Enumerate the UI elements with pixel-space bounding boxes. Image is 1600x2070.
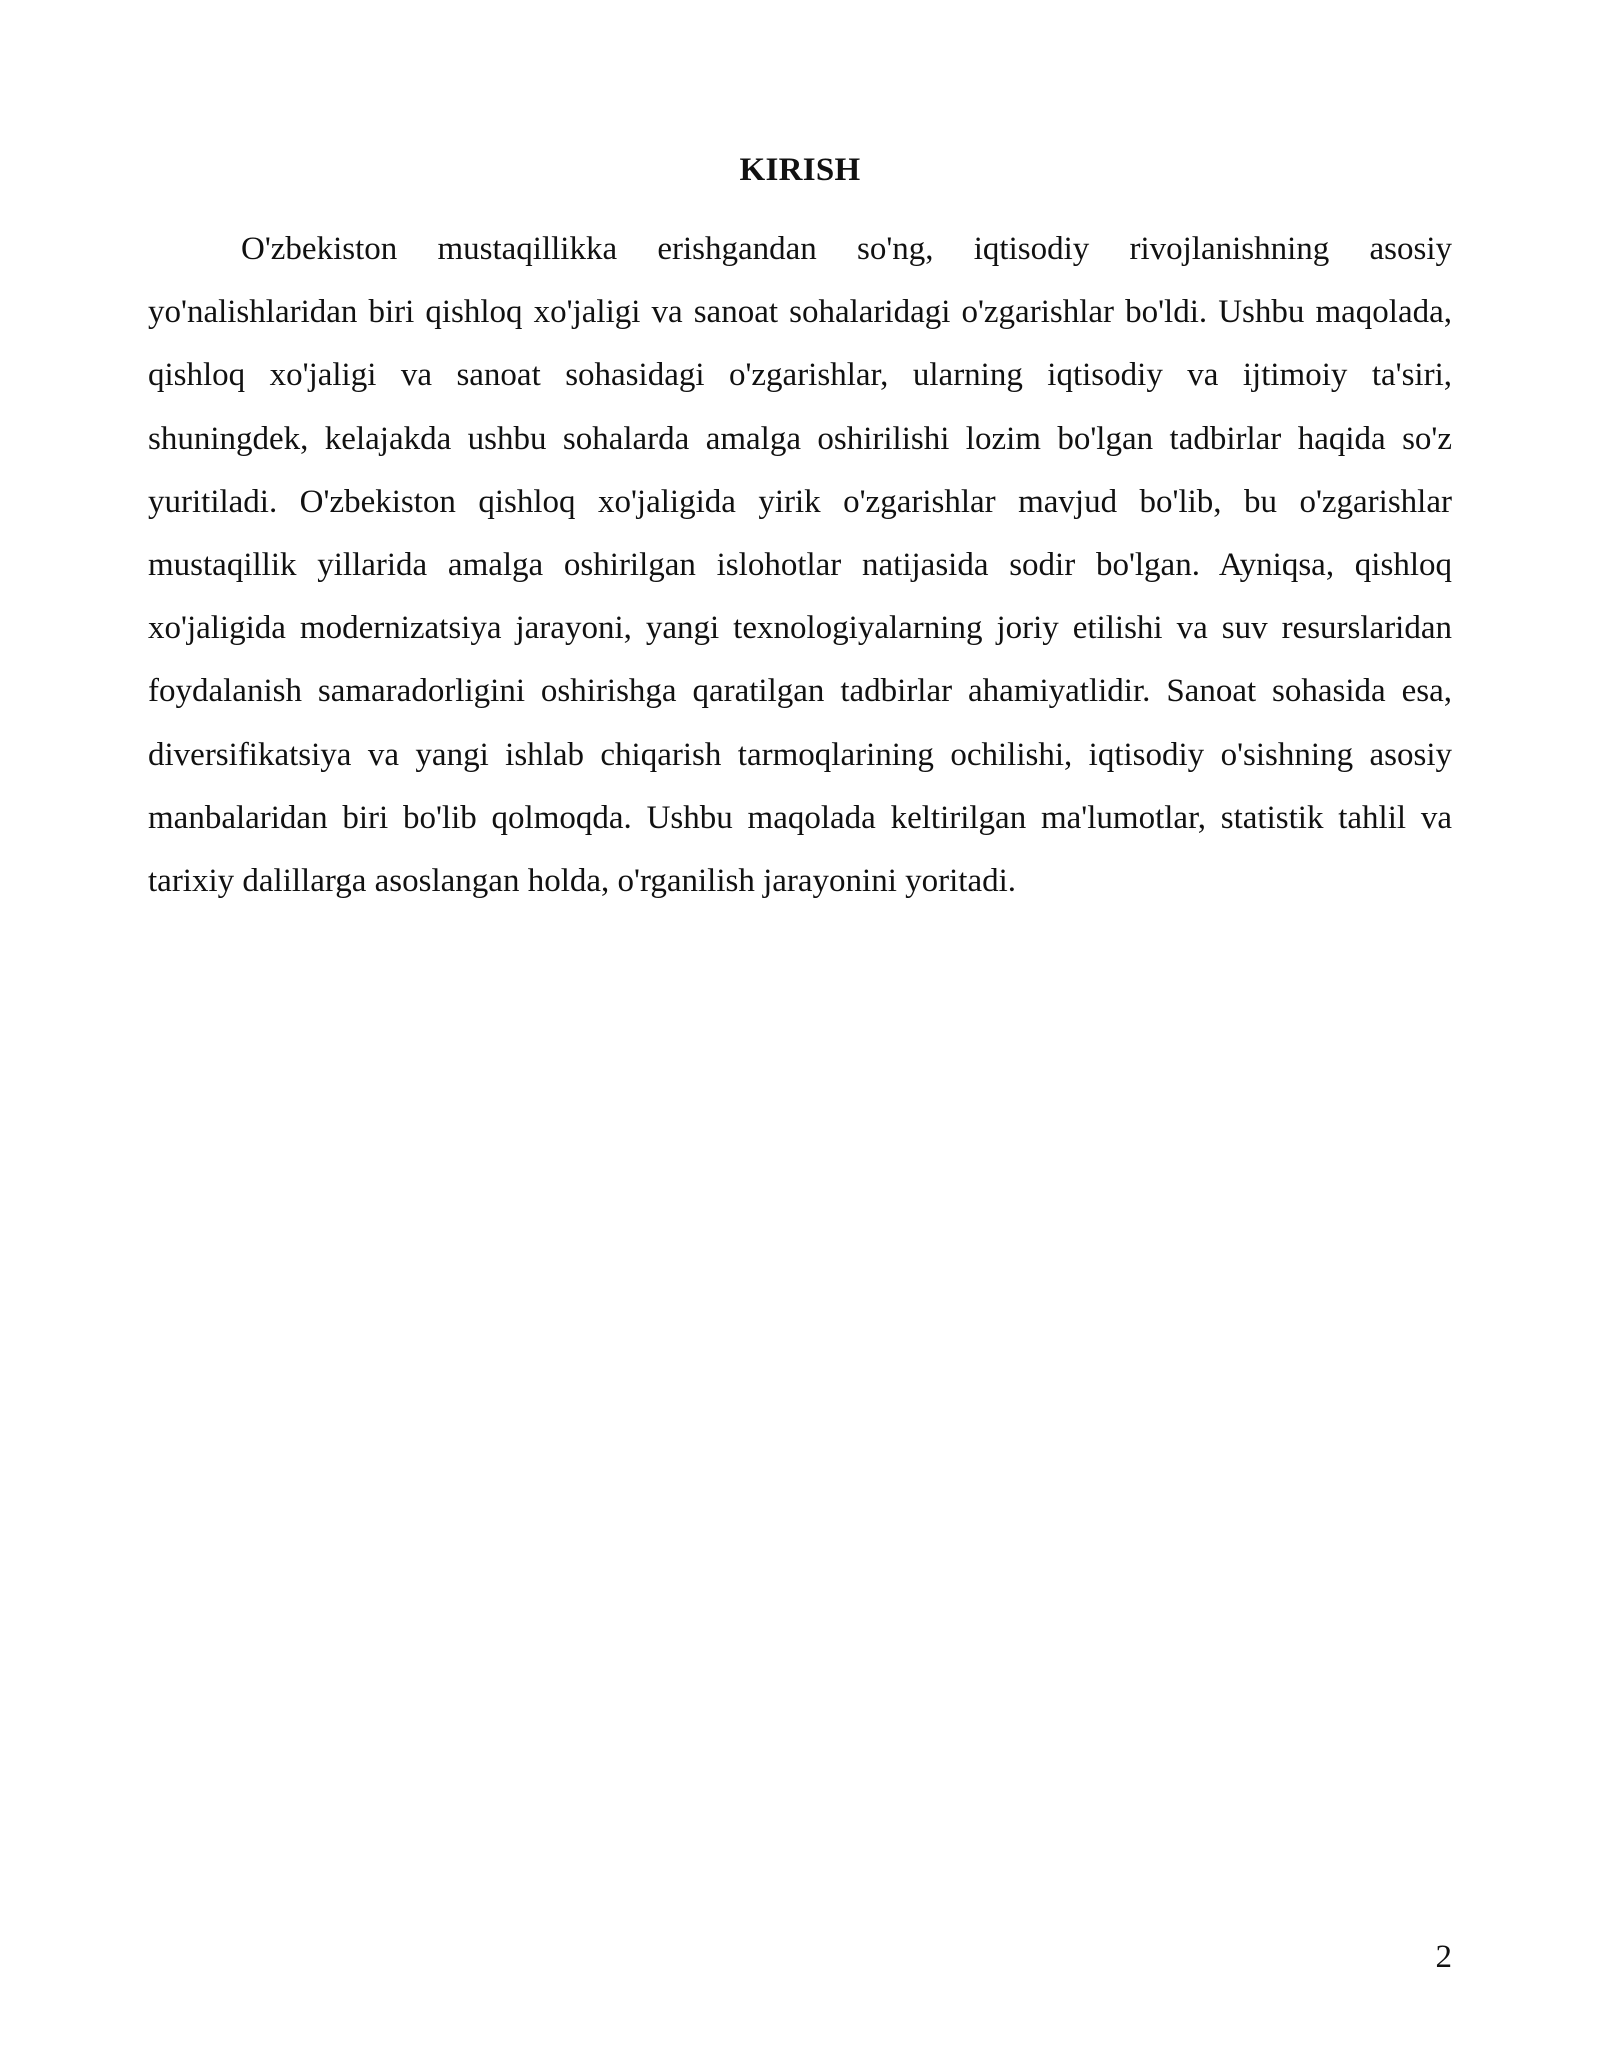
- section-heading: KIRISH: [739, 152, 861, 188]
- body-paragraph: O'zbekiston mustaqillikka erishgandan so'ng, iqtisodiy rivojlanishning asosiy yo'nalishlaridan biri qishloq xo'jaligi va sanoat sohalaridagi o'zgarishlar bo'ldi. Ushbu maqolada, qishloq xo'jaligi va sanoat sohasidagi o'zgarishlar, ularning iqtisodiy va ijtimoiy ta'siri, shuningdek, kelajakda ushbu sohalarda amalga oshirilishi lozim bo'lgan tadbirlar haqida so'z yuritiladi. O'zbekiston qishloq xo'jaligida yirik o'zgarishlar mavjud bo'lib, bu o'zgarishlar mustaqillik yillarida amalga oshirilgan islohotlar natijasida sodir bo'lgan. Ayniqsa, qishloq xo'jaligida modernizatsiya jarayoni, yangi texnologiyalarning joriy etilishi va suv resurslaridan foydalanish samaradorligini oshirishga qaratilgan tadbirlar ahamiyatlidir. Sanoat sohasida esa, diversifikatsiya va yangi ishlab chiqarish tarmoqlarining ochilishi, iqtisodiy o'sishning asosiy manbalaridan biri bo'lib qolmoqda. Ushbu maqolada keltirilgan ma'lumotlar, statistik tahlil va tarixiy dalillarga asoslangan holda, o'rganilish jarayonini yoritadi.: [148, 231, 1452, 900]
- page-number: 2: [1435, 1939, 1452, 1975]
